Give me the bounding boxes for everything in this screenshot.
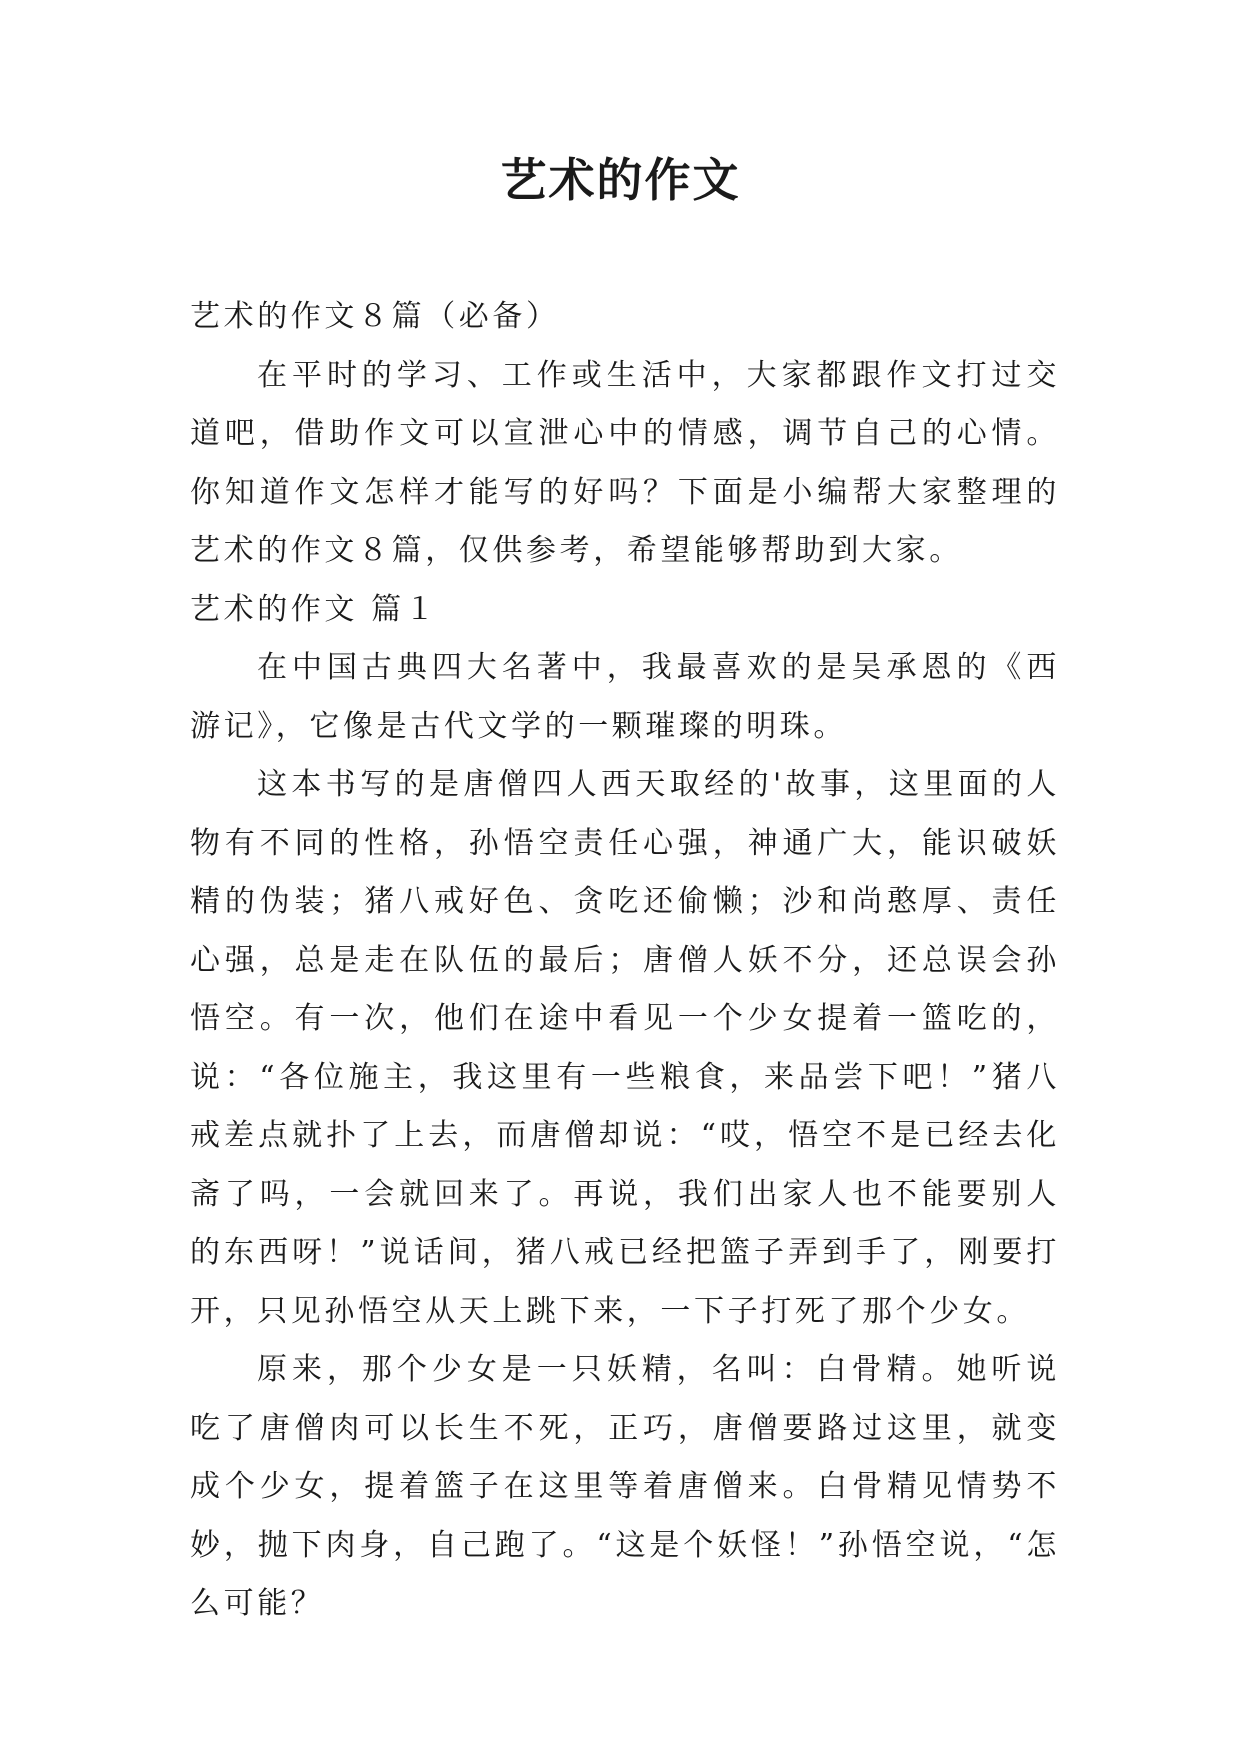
document-title: 艺术的作文 [500, 153, 741, 207]
body-paragraph: 原来，那个少女是一只妖精，名叫：白骨精。她听说吃了唐僧肉可以长生不死，正巧，唐僧要路过这里，就变成个少女，提着篮子在这里等着唐僧来。白骨精见情势不妙，抛下肉身，自己跑了。“这是个妖怪！”孙悟空说，“怎么可能？ [190, 1352, 1060, 1621]
section-heading: 艺术的作文 篇１ [190, 591, 439, 627]
body-paragraph: 这本书写的是唐僧四人西天取经的'故事，这里面的人物有不同的性格，孙悟空责任心强，神通广大，能识破妖精的伪装；猪八戒好色、贪吃还偷懒；沙和尚憨厚、责任心强，总是走在队伍的最后；唐僧人妖不分，还总误会孙悟空。有一次，他们在途中看见一个少女提着一篮吃的，说：“各位施主，我这里有一些粮食，来品尝下吧！”猪八戒差点就扑了上去，而唐僧却说：“哎，悟空不是已经去化斋了吗，一会就回来了。再说，我们出家人也不能要别人的东西呀！”说话间，猪八戒已经把篮子弄到手了，刚要打开，只见孙悟空从天上跳下来，一下子打死了那个少女。 [190, 767, 1060, 1329]
body-paragraph: 在中国古典四大名著中，我最喜欢的是吴承恩的《西游记》，它像是古代文学的一颗璀璨的明珠。 [190, 650, 1060, 744]
document-body [190, 288, 1060, 1634]
document-subtitle: 艺术的作文８篇（必备） [190, 299, 560, 334]
intro-paragraph: 在平时的学习、工作或生活中，大家都跟作文打过交道吧，借助作文可以宣泄心中的情感，调节自己的心情。你知道作文怎样才能写的好吗？下面是小编帮大家整理的艺术的作文８篇，仅供参考，希望能够帮助到大家。 [190, 357, 1060, 568]
